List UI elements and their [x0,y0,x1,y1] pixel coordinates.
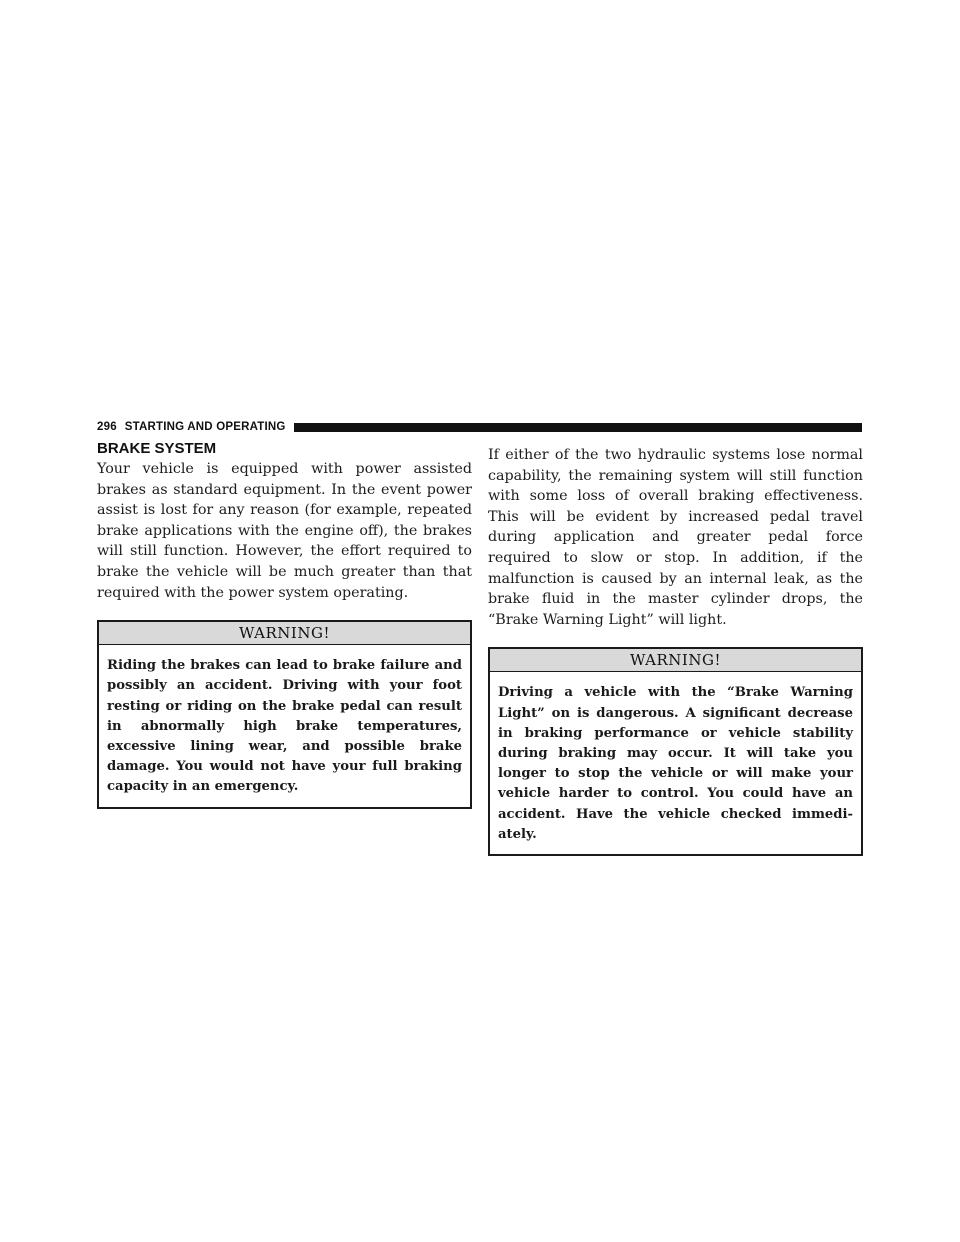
header-rule [294,423,862,432]
section-heading: BRAKE SYSTEM [97,440,217,457]
page-header [97,419,862,435]
hydraulic-systems-paragraph: If either of the two hydraulic systems lose normal capability, the remaining system will still function with some loss of overall braking effectiveness. This will be evident by increased pedal travel during application and greater pedal force required to slow or stop. In addition, if the malfunction is caused by an internal leak, as the brake fluid in the master cylinder drops, the “Brake Warning Light” will light. [488,447,863,628]
warning-title: WARNING! [490,649,861,672]
left-column [97,440,472,809]
warning-title: WARNING! [99,622,470,645]
section-title: STARTING AND OPERATING [124,421,286,433]
brake-system-paragraph: Your vehicle is equipped with power assisted brakes as standard equipment. In the event power assist is lost for any reason (for example, repeated brake applications with the engine off), the brakes will still function. However, the effort required to brake the vehicle will be much greater than that required with the power system operating. [97,461,472,601]
page-number: 296 [97,421,117,433]
warning-box-brake-light [488,647,863,856]
right-column [488,445,863,856]
warning-text: Riding the brakes can lead to brake failure and possibly an accident. Driving with your foot resting or riding on the brake pedal can result in abnormally high brake temperatures, excessive lining wear, and possible brake damage. You would not have your full braking capacity in an emergency. [107,658,462,795]
warning-text: Driving a vehicle with the “Brake Warning Light” on is dangerous. A significant decrease in braking performance or vehicle stability during braking may occur. It will take you longer to stop the vehicle or will make your vehicle harder to control. You could have an accident. Have the vehicle checked immediately. [498,685,853,842]
warning-box-brake-riding [97,620,472,808]
